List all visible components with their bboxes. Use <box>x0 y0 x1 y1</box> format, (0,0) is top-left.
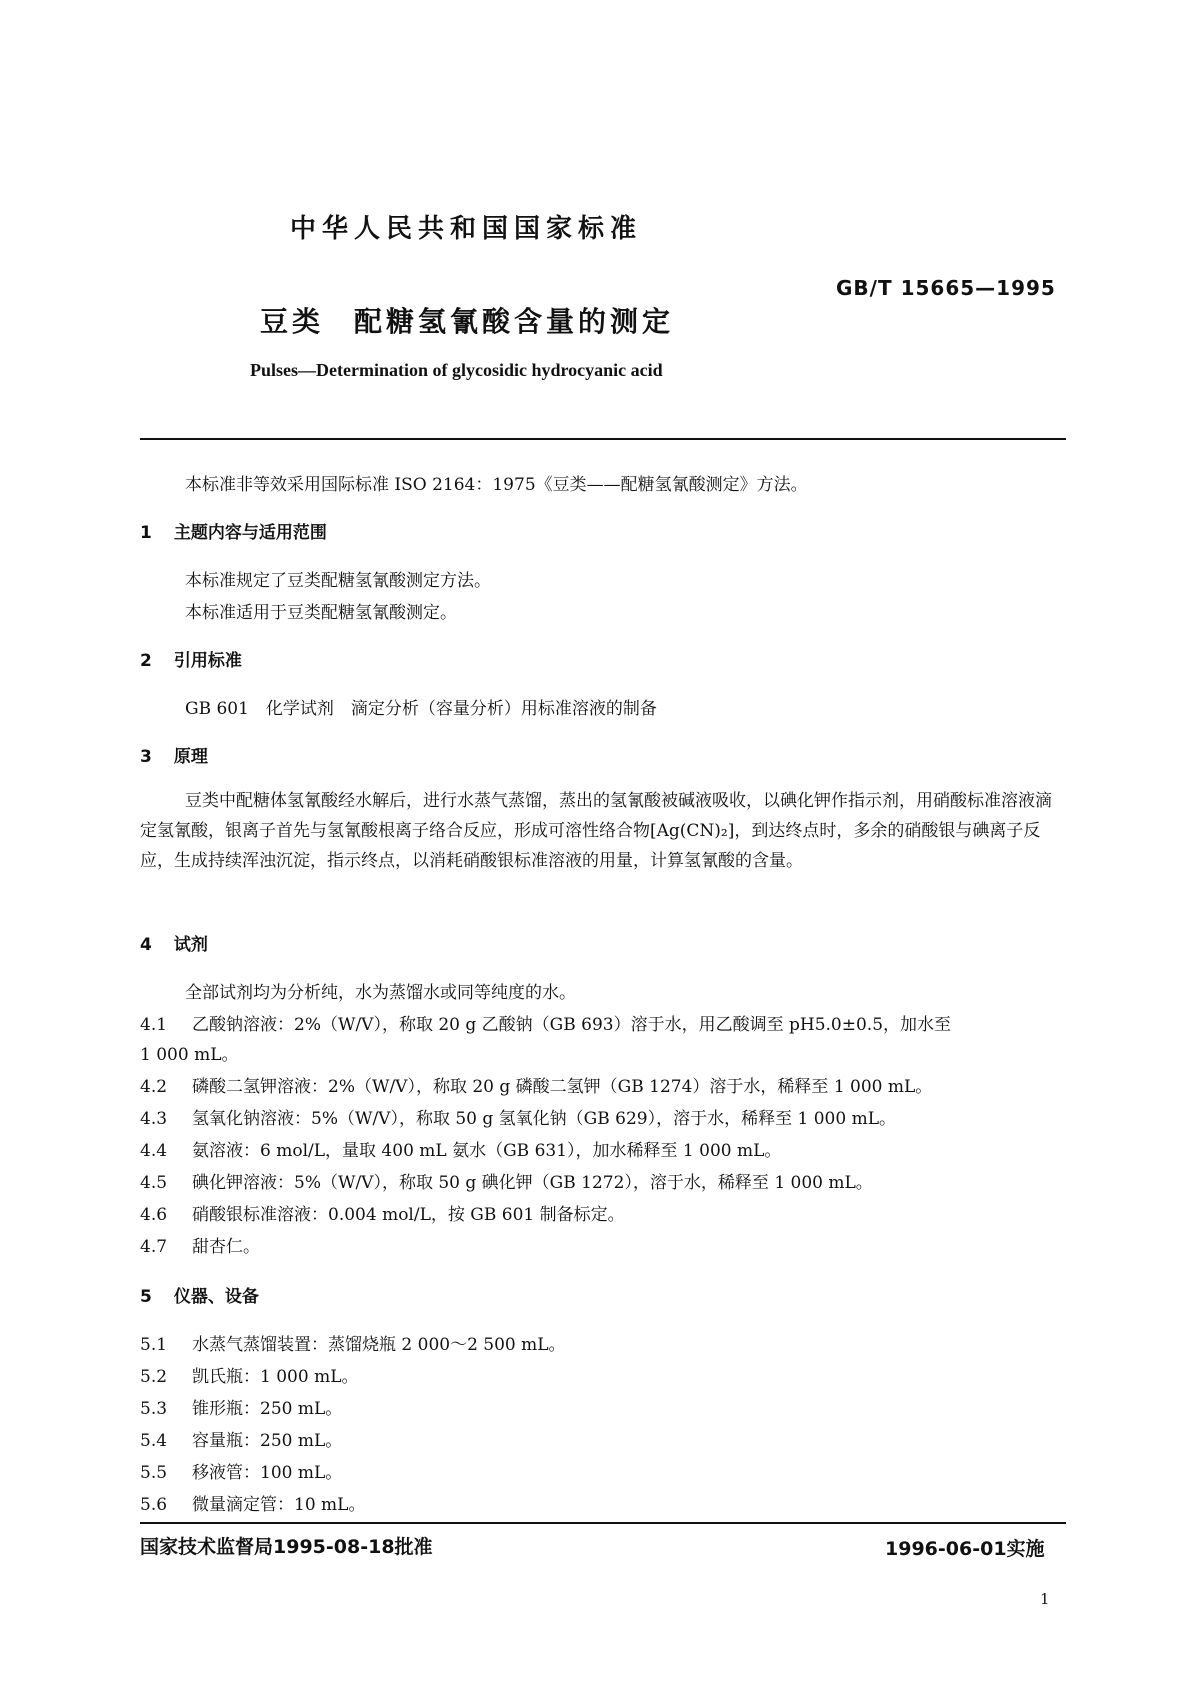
section-4-heading <box>140 930 208 955</box>
item-text: 硝酸银标准溶液：0.004 mol/L，按 GB 601 制备标定。 <box>192 1205 625 1225</box>
item-5-1 <box>140 1330 566 1355</box>
page-number: 1 <box>1040 1590 1050 1608</box>
section-5-number: 5 <box>140 1287 152 1307</box>
section-2-number: 2 <box>140 651 152 671</box>
item-text: 凯氏瓶：1 000 mL。 <box>192 1367 359 1387</box>
approval-date: 国家技术监督局1995-08-18批准 <box>140 1536 433 1558</box>
section-1-heading <box>140 518 327 543</box>
item-number: 4.2 <box>140 1077 168 1097</box>
item-number: 5.5 <box>140 1463 168 1483</box>
item-4-7 <box>140 1232 260 1257</box>
section-4-number: 4 <box>140 935 152 955</box>
section-3-title: 原理 <box>173 747 208 767</box>
item-4-5 <box>140 1168 873 1193</box>
item-5-5 <box>140 1458 342 1483</box>
item-4-4 <box>140 1136 781 1161</box>
section-1-line-2: 本标准适用于豆类配糖氢氰酸测定。 <box>185 603 457 623</box>
item-text: 水蒸气蒸馏装置：蒸馏烧瓶 2 000～2 500 mL。 <box>192 1335 566 1355</box>
section-2-heading <box>140 646 242 671</box>
item-text: 甜杏仁。 <box>192 1237 260 1257</box>
item-number: 4.5 <box>140 1173 168 1193</box>
section-1-number: 1 <box>140 523 152 543</box>
item-4-1 <box>140 1010 951 1035</box>
item-4-6 <box>140 1200 625 1225</box>
item-number: 4.4 <box>140 1141 168 1161</box>
item-text: 氨溶液：6 mol/L，量取 400 mL 氨水（GB 631），加水稀释至 1 000 mL。 <box>192 1141 782 1161</box>
section-1-title: 主题内容与适用范围 <box>173 523 327 543</box>
item-number: 5.1 <box>140 1335 168 1355</box>
footer-divider <box>140 1522 1066 1524</box>
item-number: 5.6 <box>140 1495 168 1515</box>
item-number: 4.6 <box>140 1205 168 1225</box>
section-4-title: 试剂 <box>173 935 208 955</box>
item-text: 氢氧化钠溶液：5%（W/V），称取 50 g 氢氧化钠（GB 629），溶于水，稀释至 1 000 mL。 <box>192 1109 896 1129</box>
section-2-reference: GB 601 化学试剂 滴定分析（容量分析）用标准溶液的制备 <box>185 699 657 719</box>
item-text: 容量瓶：250 mL。 <box>192 1431 343 1451</box>
item-text: 磷酸二氢钾溶液：2%（W/V），称取 20 g 磷酸二氢钾（GB 1274）溶于水，稀释至 1 000 mL。 <box>192 1077 933 1097</box>
effective-date: 1996-06-01实施 <box>885 1538 1045 1560</box>
header-divider <box>140 438 1066 440</box>
section-3-paragraph: 豆类中配糖体氢氰酸经水解后，进行水蒸气蒸馏，蒸出的氢氰酸被碱液吸收，以碘化钾作指示剂，用硝酸标准溶液滴定氢氰酸，银离子首先与氢氰酸根离子络合反应，形成可溶性络合物[Ag(CN)₂]，到达终点时，多余的硝酸银与碘离子反应，生成持续浑浊沉淀，指示终点，以消耗硝酸银标准溶液的用量，计算氢氰酸的含量。 <box>140 791 1052 871</box>
item-number: 5.4 <box>140 1431 168 1451</box>
title-part-1: 豆类 <box>260 305 325 338</box>
section-4-intro: 全部试剂均为分析纯，水为蒸馏水或同等纯度的水。 <box>185 983 576 1003</box>
intro-text: 本标准非等效采用国际标准 ISO 2164：1975《豆类——配糖氢氰酸测定》方法。 <box>185 475 808 495</box>
item-number: 5.3 <box>140 1399 168 1419</box>
item-number: 4.7 <box>140 1237 168 1257</box>
section-5-title: 仪器、设备 <box>173 1287 259 1307</box>
item-text: 碘化钾溶液：5%（W/V），称取 50 g 碘化钾（GB 1272），溶于水，稀释至 1 000 mL。 <box>192 1173 873 1193</box>
item-number: 5.2 <box>140 1367 168 1387</box>
section-2-title: 引用标准 <box>173 651 242 671</box>
standard-name: 中华人民共和国国家标准 <box>290 214 643 244</box>
document-title <box>260 300 674 340</box>
item-number: 4.3 <box>140 1109 168 1129</box>
item-5-6 <box>140 1490 365 1515</box>
item-5-4 <box>140 1426 342 1451</box>
section-5-heading <box>140 1282 259 1307</box>
item-4-1-continuation: 1 000 mL。 <box>140 1045 239 1065</box>
title-part-2: 配糖氢氰酸含量的测定 <box>354 305 675 338</box>
section-3-heading <box>140 742 208 767</box>
item-4-3 <box>140 1104 896 1129</box>
item-text: 锥形瓶：250 mL。 <box>192 1399 343 1419</box>
item-5-3 <box>140 1394 342 1419</box>
english-title: Pulses—Determination of glycosidic hydrocyanic acid <box>250 360 663 380</box>
item-5-2 <box>140 1362 358 1387</box>
item-text: 移液管：100 mL。 <box>192 1463 343 1483</box>
item-4-2 <box>140 1072 932 1097</box>
section-1-line-1: 本标准规定了豆类配糖氢氰酸测定方法。 <box>185 571 491 591</box>
item-text: 微量滴定管：10 mL。 <box>192 1495 366 1515</box>
item-number: 4.1 <box>140 1015 168 1035</box>
item-text: 乙酸钠溶液：2%（W/V），称取 20 g 乙酸钠（GB 693）溶于水，用乙酸调至 pH5.0±0.5，加水至 <box>192 1015 952 1035</box>
section-3-number: 3 <box>140 747 152 767</box>
standard-code: GB/T 15665—1995 <box>836 276 1056 300</box>
